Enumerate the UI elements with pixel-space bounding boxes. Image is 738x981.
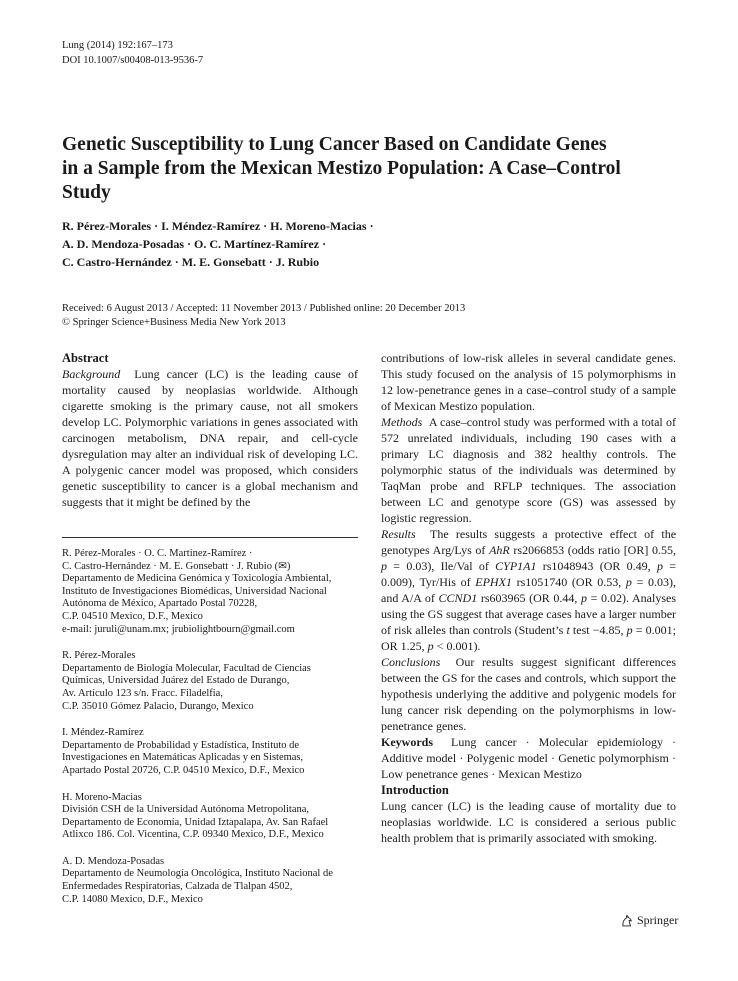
affiliations <box>62 548 362 920</box>
affiliation-block <box>62 548 362 636</box>
authors-line: R. Pérez-Morales · I. Méndez-Ramírez · H. Moreno-Macias · <box>62 219 374 233</box>
footnote-divider <box>62 537 358 538</box>
affiliation-line: Departamento de Medicina Genómica y Toxicología Ambiental, <box>62 573 332 585</box>
affiliation-block <box>62 792 362 842</box>
keywords-text: Lung cancer · Molecular epidemiology · Additive model · Polygenic model · Genetic polymorphism · Low penetrance genes · Mexican Mestizo <box>381 735 676 781</box>
affiliation-line: A. D. Mendoza-Posadas <box>62 855 165 867</box>
journal-citation: Lung (2014) 192:167–173 <box>62 40 173 51</box>
affiliation-line: División CSH de la Universidad Autónoma Metropolitana, <box>62 804 310 816</box>
right-column <box>381 350 676 846</box>
results-label: Results <box>381 527 416 541</box>
affiliation-line: C.P. 04510 Mexico, D.F., Mexico <box>62 610 203 622</box>
journal-header <box>62 38 203 68</box>
affiliation-line: H. Moreno-Macias <box>62 791 142 803</box>
affiliation-line: Departamento de Probabilidad y Estadística, Instituto de <box>62 739 300 751</box>
background-label: Background <box>62 367 121 381</box>
author-list <box>62 217 642 271</box>
results-text: The results suggests a protective effect of the genotypes Arg/Lys of AhR rs2066853 (odds ratio [OR] 0.55, p = 0.03), Ile/Val of CYP1A1 rs1048943 (OR 0.49, p = 0.009), Tyr/His of EPHX1 rs1051740 (OR 0.53, p = 0.03), and A/A of CCND1 rs603965 (OR 0.44, p = 0.02). Analyses using the GS suggest that average cases have a larger number of risk alleles than controls (Student’s t test −4.85, p = 0.001; OR 1.25, p < 0.001). <box>381 527 677 653</box>
affiliation-line: Departamento de Economía, Unidad Iztapalapa, Av. San Rafael <box>62 816 329 828</box>
background-text-part1: Lung cancer (LC) is the leading cause of mortality caused by neoplasias worldwide. Although cigarette smoking is the primary cause, not all smokers develop LC. Polymorphic variations in genes associated with carcinogen metabolism, DNA repair, and cell-cycle dysregulation may alter an individual risk of developing LC. A polygenic cancer model was proposed, which considers genetic susceptibility to cancer is a global mechanism and suggests that it might be defined by the <box>62 367 358 509</box>
affiliation-line: Investigaciones en Matemáticas Aplicadas y en Sistemas, <box>62 752 304 764</box>
affiliation-line: R. Pérez-Morales <box>62 650 136 662</box>
introduction-heading: Introduction <box>381 783 449 797</box>
history-dates: Received: 6 August 2013 / Accepted: 11 November 2013 / Published online: 20 December 2013 <box>62 303 466 314</box>
affiliation-line: Apartado Postal 20726, C.P. 04510 Mexico, D.F., Mexico <box>62 764 305 776</box>
authors-line: A. D. Mendoza-Posadas · O. C. Martínez-Ramírez · <box>62 237 327 251</box>
copyright: © Springer Science+Business Media New York 2013 <box>62 317 286 328</box>
springer-horse-icon <box>620 914 634 928</box>
conclusions-label: Conclusions <box>381 655 441 669</box>
keywords-label: Keywords <box>381 735 433 749</box>
article-title: Genetic Susceptibility to Lung Cancer Based on Candidate Genes in a Sample from the Mexican Mestizo Population: A Case–Control Study <box>62 134 621 203</box>
affiliation-line: Departamento de Biología Molecular, Facultad de Ciencias <box>62 662 311 674</box>
conclusions-text: Our results suggest significant differences between the GS for the cases and controls, which support the hypothesis underlying the additive and polygenic models for lung cancer risk depending on the polymorphisms in low-penetrance genes. <box>381 655 676 733</box>
authors-line: C. Castro-Hernández · M. E. Gonsebatt · J. Rubio <box>62 255 320 269</box>
affiliation-line: Enfermedades Respiratorias, Calzada de Tlalpan 4502, <box>62 881 293 893</box>
abstract-methods <box>381 414 676 526</box>
affiliation-line: R. Pérez-Morales · O. C. Martínez-Ramírez · <box>62 548 253 559</box>
methods-label: Methods <box>381 415 423 429</box>
methods-text: A case–control study was performed with a total of 572 unrelated individuals, including 190 cases with a primary LC diagnosis and 382 healthy controls. The polymorphic status of the individuals was determined by TaqMan probe and RFLP techniques. The association between LC and genotype score (GS) was assessed by logistic regression. <box>381 415 676 525</box>
affiliation-line: Químicas, Universidad Juárez del Estado de Durango, <box>62 675 290 687</box>
affiliation-line: I. Méndez-Ramírez <box>62 727 144 739</box>
publisher-logo <box>620 913 678 928</box>
affiliation-line[interactable]: e-mail: juruli@unam.mx; jrubiolightbourn@gmail.com <box>62 623 295 635</box>
left-column <box>62 350 358 510</box>
affiliation-line: Autónoma de México, Apartado Postal 70228, <box>62 598 258 610</box>
affiliation-block <box>62 727 362 777</box>
background-text-part2: contributions of low-risk alleles in several candidate genes. This study focused on the analysis of 15 polymorphisms in 12 low-penetrance genes in a case–control study of a sample of Mexican Mestizo population. <box>381 351 676 413</box>
affiliation-line: C.P. 14080 Mexico, D.F., Mexico <box>62 893 203 905</box>
affiliation-line: Instituto de Investigaciones Biomédicas, Universidad Nacional <box>62 585 327 597</box>
abstract-results <box>381 526 676 654</box>
affiliation-line: Atlixco 186. Col. Vicentina, C.P. 09340 Mexico, D.F., Mexico <box>62 829 324 841</box>
publication-dates <box>62 302 662 330</box>
abstract-conclusions <box>381 654 676 734</box>
abstract-background <box>62 366 358 510</box>
affiliation-line: C.P. 35010 Gómez Palacio, Durango, Mexico <box>62 700 254 712</box>
introduction-text: Lung cancer (LC) is the leading cause of mortality due to neoplasias worldwide. LC is considered a serious public health problem that is primarily associated with smoking. <box>381 799 676 845</box>
keywords <box>381 734 676 782</box>
affiliation-block <box>62 856 362 906</box>
affiliation-block <box>62 650 362 713</box>
affiliation-line: C. Castro-Hernández · M. E. Gonsebatt · J. Rubio (✉) <box>62 560 291 572</box>
abstract-heading: Abstract <box>62 351 109 365</box>
affiliation-line: Departamento de Neumología Oncológica, Instituto Nacional de <box>62 868 333 880</box>
affiliation-line: Av. Artículo 123 s/n. Fracc. Filadelfia, <box>62 687 223 699</box>
publisher-name: Springer <box>637 913 679 927</box>
doi[interactable]: DOI 10.1007/s00408-013-9536-7 <box>62 55 204 66</box>
